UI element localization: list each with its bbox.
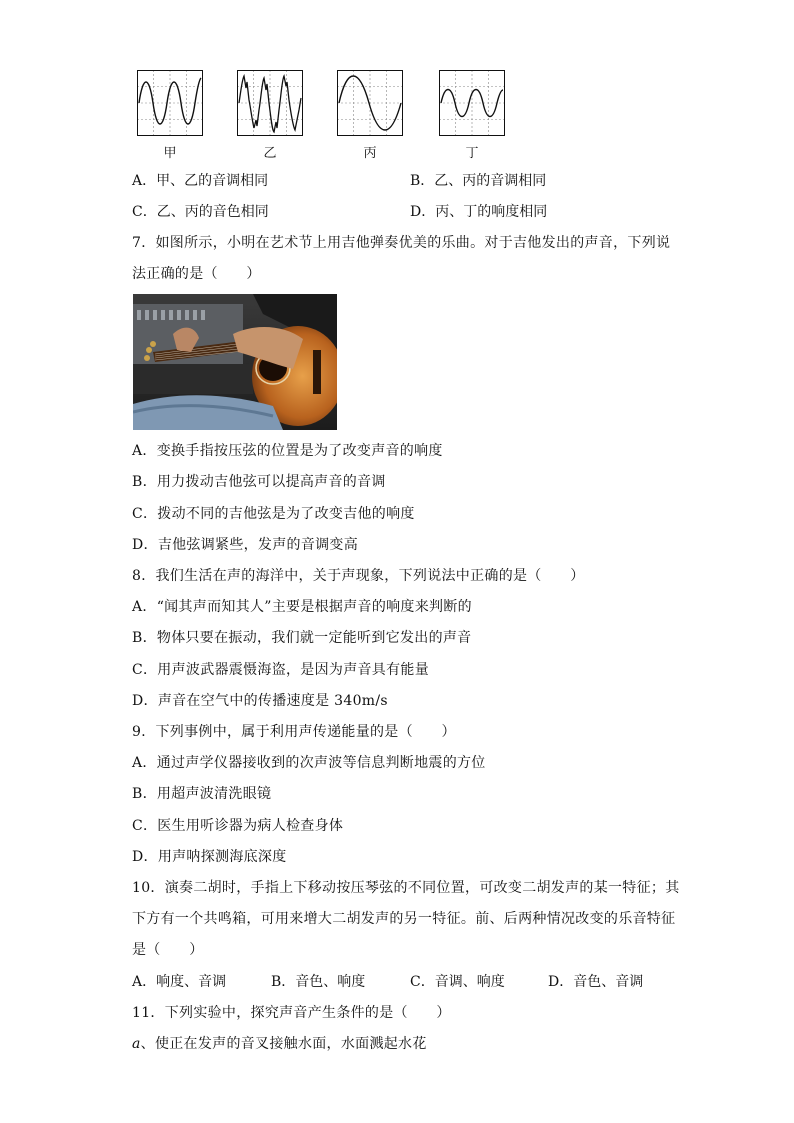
q6-option-c: C．乙、丙的音色相同 <box>132 204 269 220</box>
q11-item-a-text: 、使正在发声的音叉接触水面，水面溅起水花 <box>140 1036 427 1052</box>
q8-option-a: A．“闻其声而知其人”主要是根据声音的响度来判断的 <box>132 599 472 615</box>
waveform-ding <box>439 70 505 136</box>
q8-option-c: C．用声波武器震慑海盗，是因为声音具有能量 <box>132 662 430 678</box>
q7-option-d: D．吉他弦调紧些，发声的音调变高 <box>132 537 359 553</box>
q6-option-a: A．甲、乙的音调相同 <box>132 173 269 189</box>
q11-stem: 11．下列实验中，探究声音产生条件的是（ ） <box>132 1005 451 1021</box>
waveform-yi <box>237 70 303 136</box>
q9-option-a: A．通过声学仪器接收到的次声波等信息判断地震的方位 <box>132 755 486 771</box>
q10-option-c: C．音调、响度 <box>410 974 505 990</box>
guitar-photo <box>133 294 337 430</box>
q10-option-b: B．音色、响度 <box>271 974 366 990</box>
waveform-label-jia: 甲 <box>163 146 177 161</box>
waveform-label-bing: 丙 <box>363 146 377 161</box>
q7-option-a: A．变换手指按压弦的位置是为了改变声音的响度 <box>132 443 443 459</box>
q8-option-d: D．声音在空气中的传播速度是 340m/s <box>132 693 388 709</box>
q10-option-d: D．音色、音调 <box>548 974 644 990</box>
waveform-label-yi: 乙 <box>263 146 277 161</box>
q7-option-c: C．拨动不同的吉他弦是为了改变吉他的响度 <box>132 506 415 522</box>
waveform-jia <box>137 70 203 136</box>
waveform-label-ding: 丁 <box>465 146 479 161</box>
q9-option-d: D．用声呐探测海底深度 <box>132 849 287 865</box>
q10-stem-line3: 是（ ） <box>132 942 204 958</box>
q9-stem: 9．下列事例中，属于利用声传递能量的是（ ） <box>132 724 456 740</box>
q8-stem: 8．我们生活在声的海洋中，关于声现象，下列说法中正确的是（ ） <box>132 568 585 584</box>
q8-option-b: B．物体只要在振动，我们就一定能听到它发出的声音 <box>132 630 472 646</box>
q7-stem-line1: 7．如图所示，小明在艺术节上用吉他弹奏优美的乐曲。对于吉他发出的声音，下列说 <box>132 235 671 251</box>
q10-stem-line2: 下方有一个共鸣箱，可用来增大二胡发声的另一特征。前、后两种情况改变的乐音特征 <box>132 911 676 927</box>
q9-option-b: B．用超声波清洗眼镜 <box>132 786 272 802</box>
q11-item-a-letter: a <box>132 1036 141 1052</box>
q7-stem-line2: 法正确的是（ ） <box>132 266 261 282</box>
q11-item-a <box>132 1035 427 1053</box>
waveform-bing <box>337 70 403 136</box>
q9-option-c: C．医生用听诊器为病人检查身体 <box>132 818 344 834</box>
q7-option-b: B．用力拨动吉他弦可以提高声音的音调 <box>132 474 386 490</box>
q10-stem-line1: 10．演奏二胡时，手指上下移动按压琴弦的不同位置，可改变二胡发声的某一特征；其 <box>132 880 680 896</box>
q10-option-a: A．响度、音调 <box>132 974 227 990</box>
q6-option-b: B．乙、丙的音调相同 <box>410 173 547 189</box>
q6-option-d: D．丙、丁的响度相同 <box>410 204 548 220</box>
